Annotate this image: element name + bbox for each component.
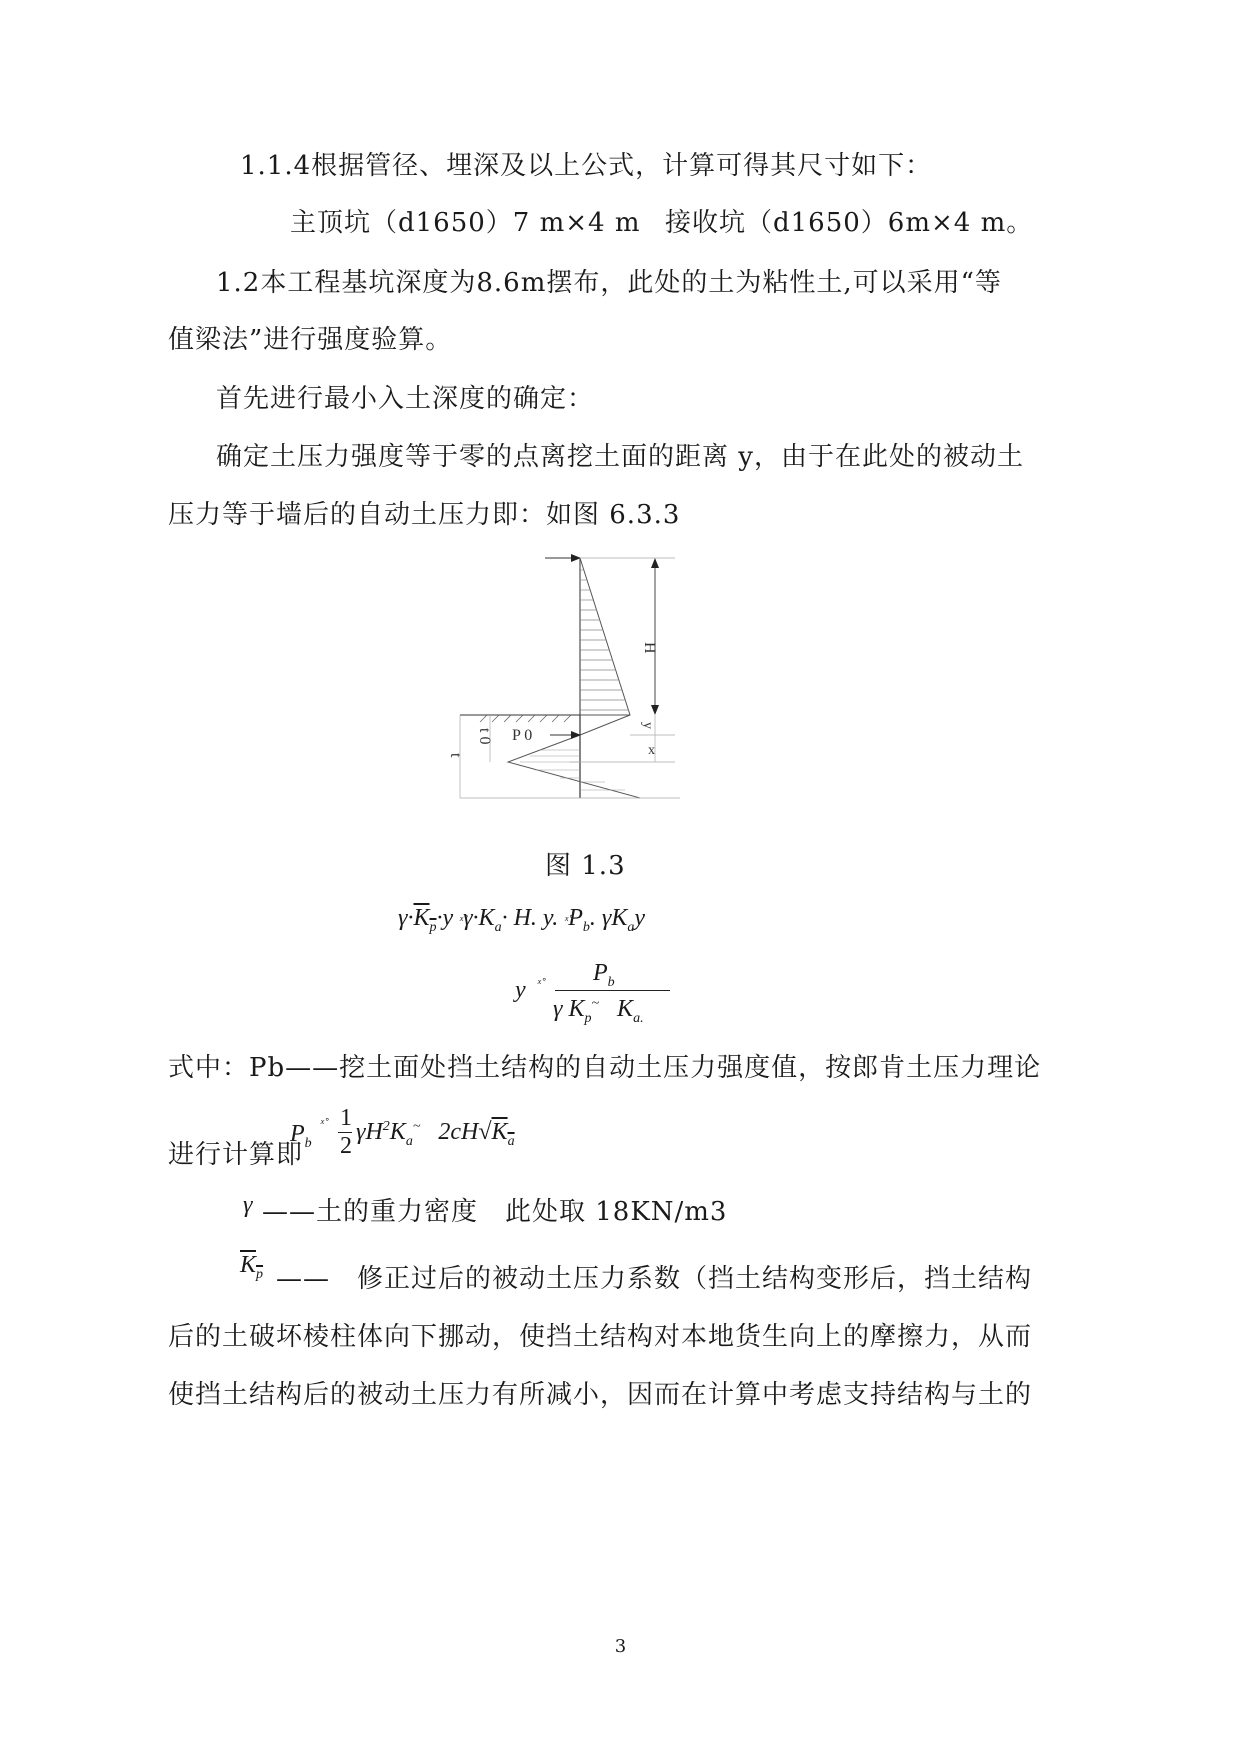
eq1-gamma: γ· — [398, 905, 414, 931]
figure-label-P0: P 0 — [512, 727, 533, 744]
eq1-part3: · H. y. — [501, 905, 565, 931]
eq3-symbol: ˣ̊ — [320, 1117, 324, 1132]
equation-balance: $\gamma\cdot K_p\cdot y$ $ˣ̊\gamma\cdot K_a\cdot H$. y. $ˣ̊P_b$. $\gamma K_ay$ — [398, 905, 645, 935]
para-kp-line2: 后的土破坏棱柱体向下挪动，使挡土结构对本地货生向上的摩擦力，从而 — [168, 1322, 1033, 1352]
para-pb-definition: 式中：Pb——挖土面处挡土结构的自动土压力强度值，按郎肯土压力理论 — [168, 1053, 1042, 1083]
earth-pressure-diagram — [440, 550, 700, 810]
para-calc-intro: 进行计算即 — [168, 1140, 304, 1170]
eq1-part4: . γK — [589, 905, 628, 931]
kp-symbol: $K_p$ — [240, 1252, 264, 1282]
eq1-part1: ·y — [436, 905, 460, 931]
eq1-part2: γ·K — [463, 905, 495, 931]
eq3-half-den: 2 — [340, 1133, 352, 1159]
eq3-pb: $P_b$ — [290, 1121, 312, 1151]
eq2-denominator: γ $K_p^\sim$ $K_{a.}$ — [553, 996, 644, 1026]
para-1-2-line2: 值梁法”进行强度验算。 — [168, 325, 453, 355]
eq2-numerator: $P_b$ — [593, 960, 615, 990]
para-kp-line3: 使挡土结构后的被动土压力有所减小，因而在计算中考虑支持结构与土的 — [168, 1380, 1033, 1410]
eq1-kp: $K_p$ — [413, 905, 437, 935]
eq3-half-num: 1 — [340, 1105, 352, 1131]
eq2-fraction-bar — [555, 990, 670, 991]
para-pit-receive: 接收坑（d1650）6m×4 m。 — [665, 208, 1034, 238]
figure-caption: 图 1.3 — [545, 851, 626, 881]
gamma-symbol: γ — [243, 1192, 253, 1218]
eq1-symbol2: ˣ̊ — [564, 914, 569, 929]
para-gamma-definition: ——土的重力密度 此处取 18KN/m3 — [262, 1197, 728, 1227]
para-kp-definition: —— 修正过后的被动土压力系数（挡土结构变形后，挡土结构 — [276, 1264, 1033, 1294]
figure-label-y: y — [640, 722, 655, 729]
figure-label-t0: t 0 — [476, 728, 493, 745]
page-number: 3 — [614, 1636, 627, 1657]
para-zero-point-line1: 确定土压力强度等于零的点离挖土面的距离 y，由于在此处的被动土 — [216, 442, 1024, 472]
equation-pb — [290, 1105, 550, 1165]
figure-label-x: x — [648, 743, 655, 758]
equation-y — [515, 960, 675, 1030]
figure-label-t: t — [447, 753, 464, 758]
para-zero-point-line2: 压力等于墙后的自动土压力即：如图 6.3.3 — [168, 500, 681, 530]
para-1-2-line1: 1.2本工程基坑深度为8.6m摆布，此处的土为粘性土,可以采用“等 — [216, 268, 1002, 298]
eq2-y: y — [515, 977, 526, 1003]
eq3-body: $\gamma H^2K_a^\sim$ $2cH√K_a$ — [356, 1119, 515, 1149]
eq2-symbol: ˣ̊ — [537, 977, 541, 992]
para-1-1-4: 1.1.4根据管径、埋深及以上公式，计算可得其尺寸如下： — [240, 151, 933, 181]
para-pit-main: 主顶坑（d1650）7 m×4 m — [290, 208, 641, 238]
para-min-depth: 首先进行最小入土深度的确定： — [216, 384, 595, 414]
figure-label-H: H — [641, 642, 658, 654]
eq1-symbol: ˣ̊ — [459, 914, 464, 929]
